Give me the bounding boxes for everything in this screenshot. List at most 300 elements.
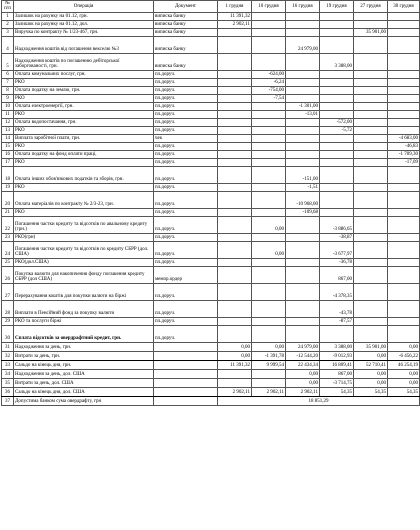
value-cell: -1 301,00 xyxy=(286,102,320,110)
value-cell xyxy=(354,283,388,300)
value-cell xyxy=(354,233,388,241)
value-cell xyxy=(388,325,420,342)
row-number: 37 xyxy=(2,396,14,405)
value-cell xyxy=(286,86,320,94)
value-cell xyxy=(252,183,286,191)
value-cell xyxy=(218,233,252,241)
value-cell: 24 979,00 xyxy=(286,342,320,351)
value-cell xyxy=(320,150,354,158)
value-cell xyxy=(252,158,286,166)
table-row xyxy=(2,216,420,233)
value-cell: -4 683,00 xyxy=(388,134,420,142)
value-cell xyxy=(252,266,286,283)
value-cell: 54,35 xyxy=(320,387,354,396)
value-cell xyxy=(354,317,388,325)
document-cell: пл.доруч. xyxy=(154,70,218,78)
value-cell xyxy=(218,134,252,142)
value-cell xyxy=(252,28,286,36)
value-cell: 54,35 xyxy=(354,387,388,396)
document-cell: виписка банку xyxy=(154,53,218,70)
document-cell: виписка банку xyxy=(154,28,218,36)
header-date: 1 грудня xyxy=(218,1,252,13)
row-number: 12 xyxy=(2,118,14,126)
value-cell xyxy=(388,183,420,191)
value-cell xyxy=(252,126,286,134)
row-number: 11 xyxy=(2,110,14,118)
table-row xyxy=(2,166,420,183)
value-cell xyxy=(320,325,354,342)
value-cell xyxy=(286,158,320,166)
document-cell: пл.доруч. xyxy=(154,126,218,134)
value-cell: -624,00 xyxy=(252,70,286,78)
table-row xyxy=(2,283,420,300)
value-cell: 0,00 xyxy=(252,342,286,351)
value-cell xyxy=(320,86,354,94)
value-cell: -10 968,00 xyxy=(286,191,320,208)
value-cell: -12 544,20 xyxy=(286,351,320,360)
value-cell xyxy=(218,258,252,266)
value-cell xyxy=(388,208,420,216)
table-row xyxy=(2,342,420,351)
value-cell xyxy=(286,266,320,283)
value-cell xyxy=(252,20,286,28)
value-cell: -6 456,22 xyxy=(388,351,420,360)
table-row xyxy=(2,78,420,86)
table-row xyxy=(2,241,420,258)
operation-cell: Перерахування коштів для покупки валюти на біржі xyxy=(14,283,154,300)
operation-cell: Оплата інших обов'язкових податків та зборів, грн. xyxy=(14,166,154,183)
operation-cell: Оплата податку на землю, грн. xyxy=(14,86,154,94)
value-cell: 0,00 xyxy=(388,378,420,387)
value-cell xyxy=(252,134,286,142)
value-cell xyxy=(252,369,286,378)
operation-cell: РКО та послуги біржі xyxy=(14,317,154,325)
value-cell xyxy=(218,126,252,134)
value-cell: 0,00 xyxy=(354,351,388,360)
value-cell xyxy=(354,36,388,53)
value-cell: -87,57 xyxy=(320,317,354,325)
value-cell: 18 851,29 xyxy=(218,396,420,405)
value-cell: 2 902,11 xyxy=(286,387,320,396)
row-number: 9 xyxy=(2,94,14,102)
value-cell xyxy=(218,28,252,36)
value-cell: 0,00 xyxy=(218,342,252,351)
value-cell xyxy=(252,378,286,387)
value-cell xyxy=(354,266,388,283)
value-cell: 24 979,00 xyxy=(286,36,320,53)
row-number: 10 xyxy=(2,102,14,110)
value-cell xyxy=(252,12,286,20)
value-cell xyxy=(218,241,252,258)
table-row xyxy=(2,110,420,118)
table-row xyxy=(2,396,420,405)
value-cell xyxy=(320,191,354,208)
value-cell xyxy=(354,12,388,20)
value-cell xyxy=(354,150,388,158)
value-cell xyxy=(354,325,388,342)
row-number: 14 xyxy=(2,134,14,142)
value-cell xyxy=(252,110,286,118)
value-cell: -754,00 xyxy=(252,86,286,94)
value-cell xyxy=(354,53,388,70)
value-cell: -1 709,30 xyxy=(388,150,420,158)
value-cell xyxy=(218,166,252,183)
row-number: 1 xyxy=(2,12,14,20)
value-cell: -109,68 xyxy=(286,208,320,216)
value-cell: 867,00 xyxy=(320,266,354,283)
value-cell xyxy=(388,70,420,78)
value-cell xyxy=(388,258,420,266)
table-row xyxy=(2,360,420,369)
value-cell: 0,00 xyxy=(286,369,320,378)
value-cell xyxy=(320,94,354,102)
value-cell xyxy=(218,142,252,150)
value-cell: -3 886,65 xyxy=(320,216,354,233)
table-row xyxy=(2,134,420,142)
value-cell xyxy=(354,118,388,126)
value-cell xyxy=(286,325,320,342)
value-cell xyxy=(286,78,320,86)
value-cell xyxy=(320,142,354,150)
operation-cell: Надходження за день, дол. США xyxy=(14,369,154,378)
value-cell xyxy=(218,378,252,387)
value-cell: 3 388,00 xyxy=(320,53,354,70)
operation-cell: Надходження коштів від погашення векселю №3 xyxy=(14,36,154,53)
document-cell: пл.доруч. xyxy=(154,86,218,94)
value-cell xyxy=(286,233,320,241)
document-cell: чек xyxy=(154,134,218,142)
row-number: 25 xyxy=(2,258,14,266)
value-cell: 0,00 xyxy=(388,369,420,378)
document-cell: пл.доруч. xyxy=(154,110,218,118)
row-number: 23 xyxy=(2,233,14,241)
operation-cell: Залишок на рахунку на 01.12, грн. xyxy=(14,12,154,20)
value-cell xyxy=(252,208,286,216)
value-cell xyxy=(388,28,420,36)
row-number: 17 xyxy=(2,158,14,166)
document-cell: виписка банку xyxy=(154,12,218,20)
value-cell: 35 901,00 xyxy=(354,342,388,351)
row-number: 16 xyxy=(2,150,14,158)
value-cell: 0,00 xyxy=(218,351,252,360)
operation-cell: РКО xyxy=(14,110,154,118)
value-cell xyxy=(286,134,320,142)
value-cell: -4 378,35 xyxy=(320,283,354,300)
value-cell xyxy=(354,158,388,166)
value-cell xyxy=(354,102,388,110)
value-cell: 2 902,11 xyxy=(218,387,252,396)
row-number: 7 xyxy=(2,78,14,86)
document-cell: пл.доруч. xyxy=(154,283,218,300)
table-row xyxy=(2,36,420,53)
table-row xyxy=(2,233,420,241)
document-cell xyxy=(154,369,218,378)
value-cell xyxy=(388,12,420,20)
value-cell: -36,78 xyxy=(320,258,354,266)
value-cell xyxy=(286,216,320,233)
operation-cell: Покупка валюти для накопичення фонду погашення кредиту СБРР (дол США) xyxy=(14,266,154,283)
document-cell: пл.доруч. xyxy=(154,233,218,241)
value-cell: -43,78 xyxy=(320,300,354,317)
document-cell xyxy=(154,387,218,396)
value-cell xyxy=(218,150,252,158)
value-cell xyxy=(218,158,252,166)
document-cell xyxy=(154,360,218,369)
row-number: 31 xyxy=(2,342,14,351)
value-cell xyxy=(252,166,286,183)
row-number: 6 xyxy=(2,70,14,78)
value-cell xyxy=(252,283,286,300)
operation-cell: Погашення частки кредиту та відсотків по кредиту СБРР (дол. США) xyxy=(14,241,154,258)
value-cell xyxy=(354,258,388,266)
value-cell xyxy=(388,86,420,94)
value-cell xyxy=(388,216,420,233)
value-cell: 16 809,41 xyxy=(320,360,354,369)
value-cell xyxy=(320,166,354,183)
table-row xyxy=(2,86,420,94)
value-cell xyxy=(320,134,354,142)
value-cell xyxy=(320,102,354,110)
table-row xyxy=(2,300,420,317)
value-cell xyxy=(388,166,420,183)
value-cell: 0,00 xyxy=(354,378,388,387)
document-cell: пл.доруч. xyxy=(154,216,218,233)
value-cell xyxy=(286,150,320,158)
row-number: 27 xyxy=(2,283,14,300)
value-cell xyxy=(252,53,286,70)
operation-cell: РКО(грн) xyxy=(14,233,154,241)
table-row xyxy=(2,28,420,36)
operation-cell: Виплата заробітної плати, грн. xyxy=(14,134,154,142)
operation-cell: Сальдо на кінець дня, грн. xyxy=(14,360,154,369)
table-row xyxy=(2,258,420,266)
value-cell xyxy=(218,317,252,325)
value-cell xyxy=(286,118,320,126)
value-cell: 46 254,19 xyxy=(388,360,420,369)
value-cell: 0,00 xyxy=(354,369,388,378)
value-cell xyxy=(218,36,252,53)
value-cell xyxy=(286,12,320,20)
operation-cell: РКО xyxy=(14,142,154,150)
value-cell xyxy=(320,208,354,216)
value-cell xyxy=(286,28,320,36)
header-operation: Операція xyxy=(14,1,154,13)
row-number: 4 xyxy=(2,36,14,53)
value-cell xyxy=(218,283,252,300)
value-cell: 54,35 xyxy=(388,387,420,396)
operation-cell: Оплата електроенергії, грн. xyxy=(14,102,154,110)
table-row xyxy=(2,12,420,20)
value-cell: -5,72 xyxy=(320,126,354,134)
document-cell: пл.доруч. xyxy=(154,191,218,208)
value-cell xyxy=(388,20,420,28)
value-cell: 2 902,11 xyxy=(252,387,286,396)
value-cell: 52 710,41 xyxy=(354,360,388,369)
value-cell: -3 714,75 xyxy=(320,378,354,387)
document-cell: пл.доруч. xyxy=(154,317,218,325)
value-cell: 11 391,32 xyxy=(218,360,252,369)
header-date: 30 грудня xyxy=(388,1,420,13)
row-number: 2 xyxy=(2,20,14,28)
value-cell xyxy=(354,191,388,208)
operation-cell: Витрати за день, дол. США xyxy=(14,378,154,387)
table-row xyxy=(2,208,420,216)
value-cell xyxy=(354,110,388,118)
value-cell xyxy=(286,300,320,317)
document-cell xyxy=(154,396,218,405)
value-cell xyxy=(218,183,252,191)
table-row xyxy=(2,118,420,126)
document-cell: пл.доруч. xyxy=(154,150,218,158)
value-cell xyxy=(286,126,320,134)
value-cell xyxy=(218,266,252,283)
value-cell xyxy=(388,317,420,325)
operation-cell: РКО xyxy=(14,126,154,134)
value-cell xyxy=(286,94,320,102)
value-cell: 0,00 xyxy=(286,378,320,387)
value-cell: 35 901,00 xyxy=(354,28,388,36)
value-cell: 11 391,32 xyxy=(218,12,252,20)
value-cell: 0,00 xyxy=(252,216,286,233)
value-cell xyxy=(354,70,388,78)
document-cell: пл.доруч. xyxy=(154,102,218,110)
table-row xyxy=(2,378,420,387)
row-number: 22 xyxy=(2,216,14,233)
operation-cell: РКО xyxy=(14,158,154,166)
value-cell xyxy=(218,191,252,208)
row-number: 18 xyxy=(2,166,14,183)
operation-cell: Надходження за день, грн. xyxy=(14,342,154,351)
header-document: Документ xyxy=(154,1,218,13)
operation-cell: Допустима банком сума овердрафту, грн xyxy=(14,396,154,405)
document-cell: пл.доруч. xyxy=(154,94,218,102)
value-cell xyxy=(388,241,420,258)
row-number: 30 xyxy=(2,325,14,342)
value-cell xyxy=(218,325,252,342)
value-cell: -9 012,93 xyxy=(320,351,354,360)
value-cell xyxy=(252,142,286,150)
operation-cell: Оплата водопостачання, грн. xyxy=(14,118,154,126)
value-cell xyxy=(218,102,252,110)
value-cell xyxy=(252,300,286,317)
value-cell: -3 677,97 xyxy=(320,241,354,258)
operation-cell: РКО xyxy=(14,94,154,102)
document-cell: пл.доруч. xyxy=(154,300,218,317)
row-number: 8 xyxy=(2,86,14,94)
value-cell xyxy=(354,94,388,102)
table-header-row xyxy=(2,1,420,13)
value-cell xyxy=(354,183,388,191)
value-cell xyxy=(320,78,354,86)
document-cell: пл.доруч. xyxy=(154,118,218,126)
header-date: 27 грудня xyxy=(354,1,388,13)
row-number: 13 xyxy=(2,126,14,134)
value-cell xyxy=(388,126,420,134)
table-row xyxy=(2,351,420,360)
document-cell: пл.доруч. xyxy=(154,78,218,86)
table-row xyxy=(2,266,420,283)
row-number: 33 xyxy=(2,360,14,369)
table-row xyxy=(2,183,420,191)
table-row xyxy=(2,142,420,150)
row-number: 28 xyxy=(2,300,14,317)
operation-cell: Виплати в Пенсійний фонд за покупку валюти xyxy=(14,300,154,317)
value-cell xyxy=(388,233,420,241)
table-row xyxy=(2,191,420,208)
row-number: 24 xyxy=(2,241,14,258)
value-cell xyxy=(286,70,320,78)
value-cell xyxy=(218,110,252,118)
value-cell: 22 434,34 xyxy=(286,360,320,369)
value-cell xyxy=(320,36,354,53)
table-row xyxy=(2,126,420,134)
value-cell xyxy=(218,369,252,378)
document-cell: пл.доруч. xyxy=(154,258,218,266)
value-cell xyxy=(354,142,388,150)
operation-cell: Залишок на рахунку на 01.12, дол. xyxy=(14,20,154,28)
operation-cell: Надходження коштів по погашенню дебіторської заборгованості, грн. xyxy=(14,53,154,70)
row-number: 20 xyxy=(2,191,14,208)
table-row xyxy=(2,387,420,396)
value-cell xyxy=(320,183,354,191)
value-cell xyxy=(252,191,286,208)
value-cell xyxy=(354,86,388,94)
value-cell xyxy=(354,126,388,134)
value-cell xyxy=(320,12,354,20)
value-cell xyxy=(218,208,252,216)
value-cell xyxy=(218,118,252,126)
row-number: 36 xyxy=(2,387,14,396)
document-cell xyxy=(154,351,218,360)
operation-cell: Сальдо на кінець дня, дол. США xyxy=(14,387,154,396)
value-cell: 0,00 xyxy=(252,241,286,258)
row-number: 19 xyxy=(2,183,14,191)
value-cell xyxy=(388,36,420,53)
document-cell: пл.доруч. xyxy=(154,142,218,150)
row-number: 29 xyxy=(2,317,14,325)
value-cell xyxy=(354,134,388,142)
value-cell xyxy=(388,118,420,126)
value-cell xyxy=(218,70,252,78)
value-cell xyxy=(320,20,354,28)
value-cell xyxy=(388,266,420,283)
row-number: 26 xyxy=(2,266,14,283)
table-row xyxy=(2,325,420,342)
value-cell xyxy=(218,300,252,317)
value-cell xyxy=(286,258,320,266)
value-cell: -151,00 xyxy=(286,166,320,183)
value-cell xyxy=(388,110,420,118)
header-num: № п/п xyxy=(2,1,14,13)
value-cell xyxy=(286,283,320,300)
value-cell: -17,09 xyxy=(388,158,420,166)
operation-cell: Витрати за день, грн. xyxy=(14,351,154,360)
header-date: 10 грудня xyxy=(252,1,286,13)
value-cell xyxy=(354,241,388,258)
document-cell: пл.доруч. xyxy=(154,158,218,166)
value-cell xyxy=(252,317,286,325)
document-cell: пл.доруч. xyxy=(154,241,218,258)
value-cell xyxy=(252,150,286,158)
value-cell xyxy=(320,110,354,118)
document-cell: пл.доруч. xyxy=(154,183,218,191)
value-cell: -1 391,78 xyxy=(252,351,286,360)
value-cell xyxy=(286,317,320,325)
value-cell xyxy=(286,241,320,258)
value-cell xyxy=(218,94,252,102)
value-cell xyxy=(388,94,420,102)
table-row xyxy=(2,70,420,78)
